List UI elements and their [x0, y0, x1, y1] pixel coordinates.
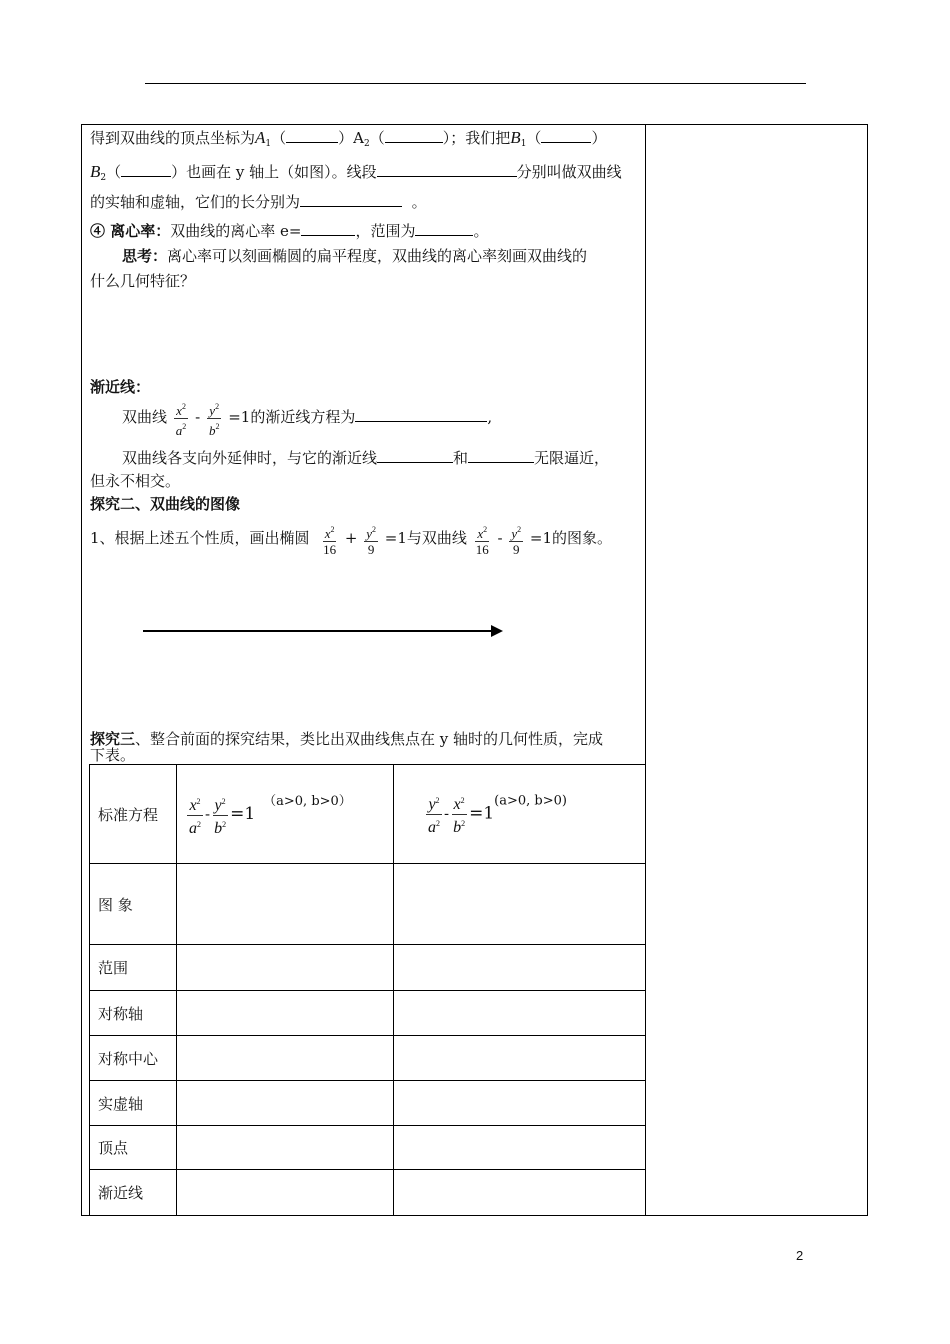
blank-asym-2[interactable] [468, 447, 534, 463]
table-row [90, 1126, 646, 1170]
var-B1: B [510, 128, 521, 147]
answer-cell[interactable] [177, 1126, 394, 1170]
text: 的实轴和虚轴，它们的长分别为 [90, 193, 301, 211]
minus: - [205, 805, 211, 824]
answer-cell[interactable] [394, 1126, 646, 1170]
asymptote-equation-line [122, 397, 492, 438]
num: 16 [475, 541, 489, 557]
vertex-line-1 [90, 127, 606, 154]
arrow-head-icon [491, 625, 503, 637]
answer-cell[interactable] [394, 945, 646, 991]
text: 分别叫做双曲线 [516, 163, 622, 181]
condition: （a>0, b>0） [263, 794, 352, 810]
num: 9 [367, 541, 375, 557]
var: a [175, 422, 183, 438]
paren: ） [338, 129, 354, 147]
answer-cell[interactable] [394, 991, 646, 1036]
paren: ） [171, 163, 187, 181]
asymptote-approach-line [122, 447, 609, 468]
answer-cell[interactable] [394, 1036, 646, 1081]
paren: （ [526, 129, 542, 147]
header-rule [145, 83, 806, 84]
exp: 2 [215, 421, 220, 431]
text: 的图象。 [552, 529, 613, 547]
num: 16 [323, 541, 337, 557]
fraction-y2-a2 [426, 792, 442, 837]
var: x [176, 402, 182, 418]
row-label: 渐近线 [90, 1170, 177, 1216]
text: 与双曲线 [406, 529, 467, 547]
text: , [487, 408, 493, 426]
table-row [90, 945, 646, 991]
paren: ） [591, 129, 607, 147]
exp: 2 [215, 401, 220, 411]
var: b [208, 422, 216, 438]
exp: 2 [460, 795, 465, 805]
text: 无限逼近， [534, 449, 610, 467]
fraction-y2-b2 [207, 399, 222, 438]
paren: ） [442, 129, 451, 147]
paren: （ [106, 163, 122, 181]
text: 和 [453, 449, 469, 467]
var: y [214, 796, 222, 814]
text: 的渐近线方程为 [250, 408, 356, 426]
answer-cell[interactable] [177, 1081, 394, 1126]
var: x [453, 795, 461, 813]
sub: 2 [100, 173, 107, 183]
explore3-line-2 [90, 745, 135, 765]
var-A1: A [255, 128, 266, 147]
plus: + [344, 529, 358, 547]
exp: 2 [435, 795, 440, 805]
answer-cell[interactable] [394, 864, 646, 945]
blank-e[interactable] [301, 220, 355, 236]
table-row [90, 1170, 646, 1216]
var: y [366, 525, 373, 541]
exp: 2 [517, 524, 522, 534]
answer-cell[interactable] [177, 1036, 394, 1081]
think-line [122, 246, 587, 266]
eccentricity-label: ④ 离心率： [90, 222, 171, 240]
var: x [324, 525, 331, 541]
sub: 1 [265, 139, 272, 149]
var: x [189, 796, 197, 814]
fraction-y2-9b [509, 522, 523, 557]
blank-segments[interactable] [377, 161, 517, 177]
condition: (a>0, b>0) [494, 793, 567, 808]
var-B2: B [90, 162, 101, 181]
var: y [428, 795, 436, 813]
explore2-title [90, 494, 240, 514]
text: 得到双曲线的顶点坐标为 [90, 129, 256, 147]
blank-A2[interactable] [385, 127, 443, 143]
answer-cell[interactable] [177, 864, 394, 945]
row-label: 范围 [90, 945, 177, 991]
var-A2: A [353, 129, 365, 147]
answer-cell[interactable] [394, 1170, 646, 1216]
text: 什么几何特征？ [90, 272, 196, 290]
fraction-x2-16b [474, 522, 491, 557]
exp: 2 [196, 796, 201, 806]
asymptote-line-3 [90, 471, 180, 491]
properties-table [89, 764, 646, 1216]
table-row [90, 1036, 646, 1081]
fraction-y2-b2 [212, 793, 228, 838]
exp: 2 [330, 524, 335, 534]
fraction-y2-9 [364, 522, 378, 557]
table-row-equation [90, 765, 646, 864]
explore3-line [90, 729, 603, 749]
blank-asym-1[interactable] [377, 447, 453, 463]
blank-A1[interactable] [286, 127, 338, 143]
blank-range[interactable] [415, 220, 473, 236]
exp: 2 [222, 819, 227, 829]
think-label: 思考： [122, 247, 168, 265]
text: 也画在 y 轴上（如图）。线段 [186, 163, 377, 181]
think-line-2 [90, 271, 195, 291]
row-label: 对称轴 [90, 991, 177, 1036]
text: 双曲线 [122, 408, 168, 426]
table-row [90, 864, 646, 945]
eccentricity-line [90, 220, 488, 241]
row-label: 图 象 [90, 864, 177, 945]
equation-cell-x [177, 765, 394, 864]
fraction-x2-b2 [451, 792, 467, 837]
text: 。 [411, 193, 427, 211]
answer-cell[interactable] [177, 945, 394, 991]
sub: 2 [364, 139, 370, 149]
text: 但永不相交。 [90, 472, 181, 490]
exp: 2 [436, 818, 440, 828]
minus: - [195, 408, 201, 426]
text: 双曲线的离心率 e= [170, 222, 302, 240]
answer-cell[interactable] [177, 1170, 394, 1216]
blank-lengths[interactable] [300, 191, 402, 207]
axis-arrow-line [143, 630, 493, 632]
var: a [189, 819, 197, 837]
table-row [90, 1081, 646, 1126]
row-label: 对称中心 [90, 1036, 177, 1081]
text: 下表。 [90, 746, 136, 764]
table-row [90, 991, 646, 1036]
text: 离心率可以刻画椭圆的扁平程度，双曲线的离心率刻画双曲线的 [167, 247, 588, 265]
fraction-x2-a2 [187, 793, 203, 838]
num: 9 [513, 541, 520, 557]
equals: =1 [384, 529, 407, 547]
row-label: 顶点 [90, 1126, 177, 1170]
exp: 2 [221, 796, 226, 806]
equals: =1 [230, 804, 256, 825]
blank-B1[interactable] [541, 127, 591, 143]
exp: 2 [197, 819, 201, 829]
blank-asymptote[interactable] [355, 406, 487, 422]
explore2-question [90, 518, 612, 558]
var: y [511, 525, 518, 541]
exp: 2 [181, 401, 186, 411]
equals: =1 [529, 529, 553, 547]
asymptote-label [90, 377, 150, 397]
exp: 2 [372, 524, 377, 534]
answer-cell[interactable] [177, 991, 394, 1036]
minus: - [497, 529, 503, 547]
var: a [428, 818, 436, 836]
equals: =1 [469, 803, 495, 823]
page-number: 2 [796, 1248, 804, 1263]
exp: 2 [182, 421, 187, 431]
exp: 2 [461, 818, 466, 828]
vertex-line-3 [90, 191, 427, 212]
fraction-x2-16 [321, 522, 338, 557]
text: 1、根据上述五个性质，画出椭圆 [90, 529, 310, 547]
row-label: 标准方程 [90, 765, 177, 864]
text: 探究二、双曲线的图像 [90, 495, 241, 513]
vertex-line-2 [90, 161, 622, 188]
row-label: 实虚轴 [90, 1081, 177, 1126]
text: 。 [473, 222, 489, 240]
blank-B2[interactable] [121, 161, 171, 177]
sub: 1 [520, 139, 527, 149]
text: 渐近线： [90, 378, 151, 396]
minus: - [444, 804, 450, 822]
var: b [214, 819, 223, 837]
equation-cell-y [394, 765, 646, 864]
fraction-x2-a2 [174, 399, 189, 438]
var: y [209, 402, 216, 418]
exp: 2 [483, 524, 488, 534]
paren: （ [271, 129, 287, 147]
text: 双曲线各支向外延伸时，与它的渐近线 [122, 449, 378, 467]
text: ，范围为 [355, 222, 416, 240]
text: ；我们把 [450, 129, 511, 147]
var: x [477, 525, 484, 541]
answer-cell[interactable] [394, 1081, 646, 1126]
explore3-label: 探究三 [90, 730, 136, 748]
equals: =1 [228, 408, 251, 426]
var: b [453, 818, 462, 836]
paren: （ [369, 129, 385, 147]
text: 、整合前面的探究结果，类比出双曲线焦点在 y 轴时的几何性质，完成 [135, 730, 604, 748]
